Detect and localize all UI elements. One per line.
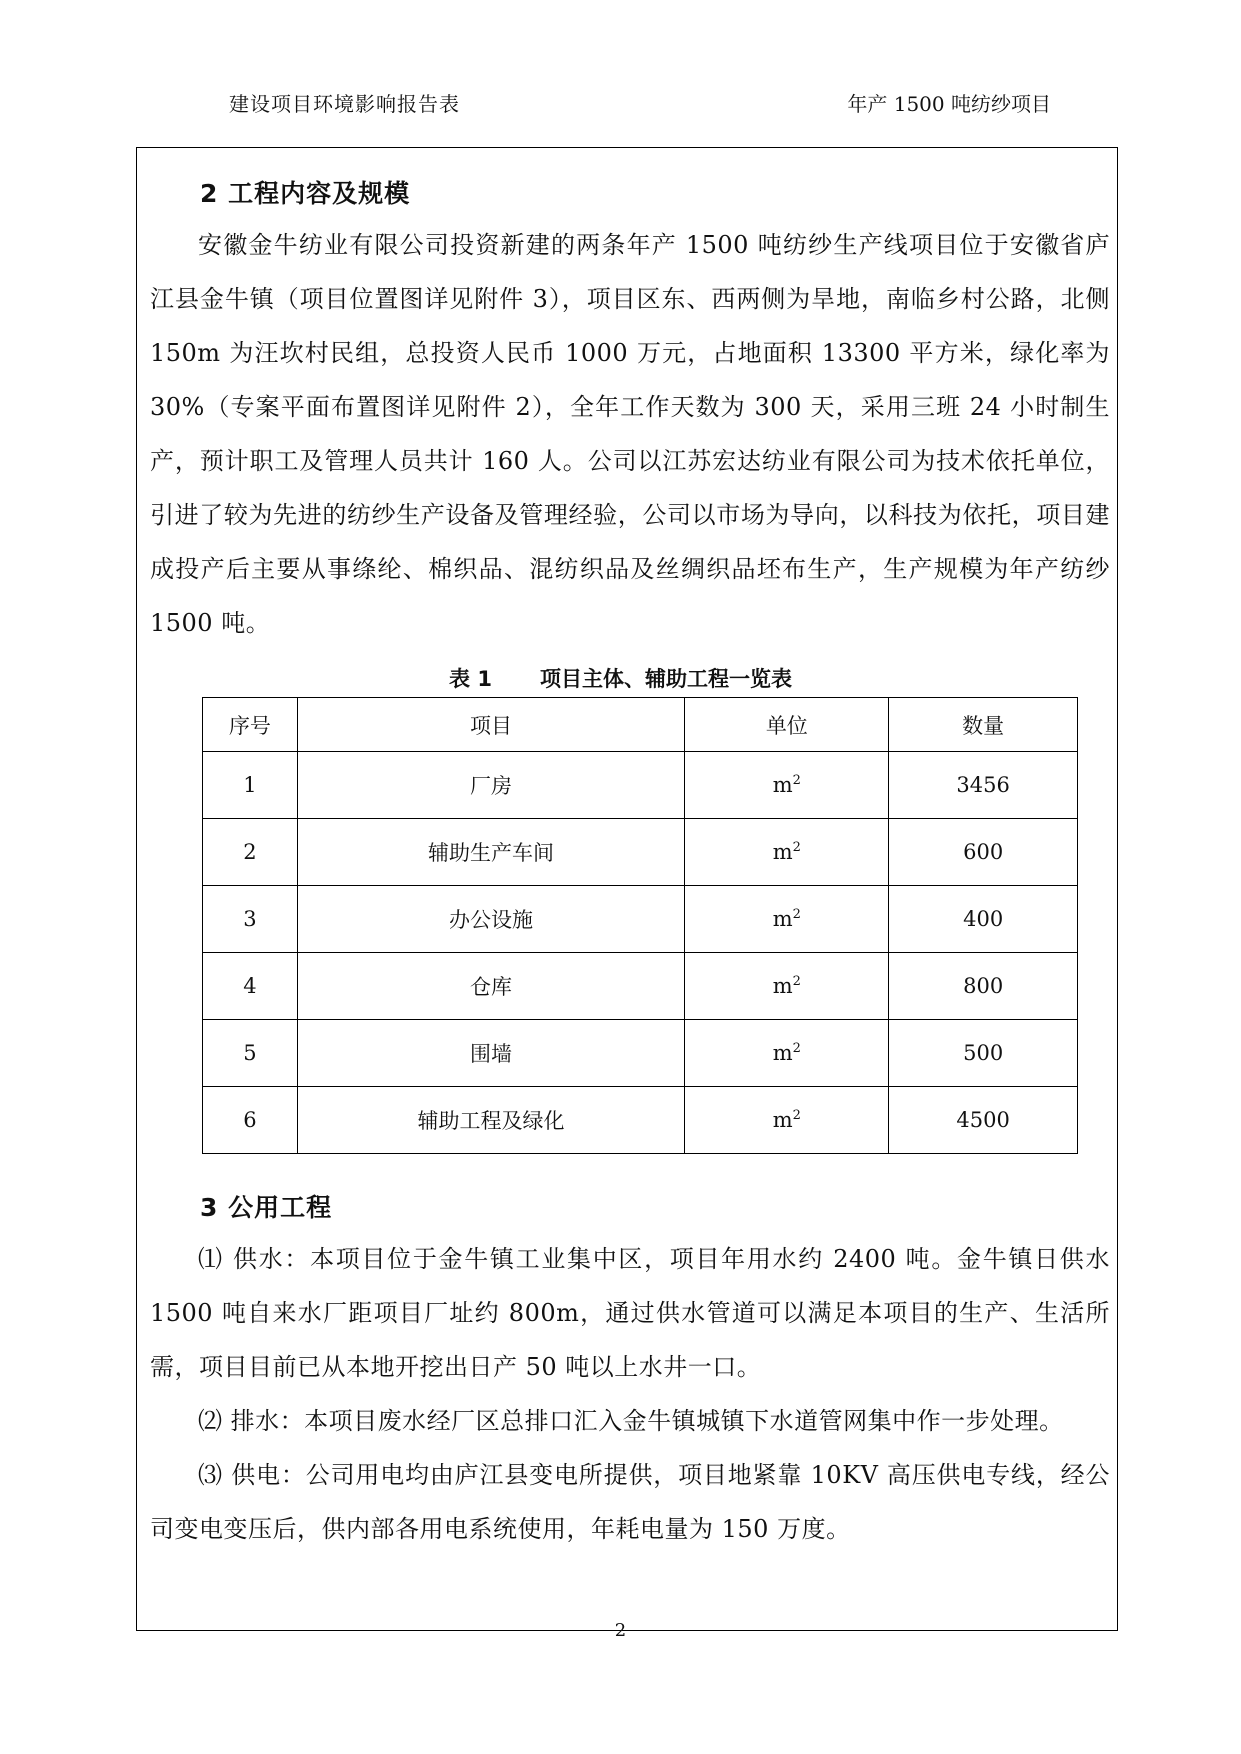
cell-seq: 3 bbox=[203, 886, 298, 953]
section-3-heading: 3 公用工程 bbox=[200, 1193, 333, 1222]
table-header-row bbox=[203, 698, 1078, 752]
section-2-heading: 2 工程内容及规模 bbox=[200, 179, 411, 208]
table-row bbox=[203, 819, 1078, 886]
cell-seq: 2 bbox=[203, 819, 298, 886]
header-qty: 数量 bbox=[889, 698, 1078, 752]
cell-item: 仓库 bbox=[297, 953, 685, 1020]
section-2-paragraph: 安徽金牛纺业有限公司投资新建的两条年产 1500 吨纺纱生产线项目位于安徽省庐江县金牛镇（项目位置图详见附件 3），项目区东、西两侧为旱地，南临乡村公路，北侧 150m 为汪坎村民组，总投资人民币 1000 万元，占地面积 13300 平方米，绿化率为 30%（专案平面布置图详见附件 2），全年工作天数为 300 天，采用三班 24 小时制生产，预计职工及管理人员共计 160 人。公司以江苏宏达纺业有限公司为技术依托单位，引进了较为先进的纺纱生产设备及管理经验，公司以市场为导向，以科技为依托，项目建成投产后主要从事绦纶、棉织品、混纺织品及丝绸织品坯布生产，生产规模为年产纺纱 1500 吨。 bbox=[150, 231, 1110, 637]
cell-item: 厂房 bbox=[297, 752, 685, 819]
cell-item: 围墙 bbox=[297, 1020, 685, 1087]
water-supply-paragraph: ⑴ 供水：本项目位于金牛镇工业集中区，项目年用水约 2400 吨。金牛镇日供水 1500 吨自来水厂距项目厂址约 800m，通过供水管道可以满足本项目的生产、生活所需，项目目前已从本地开挖出日产 50 吨以上水井一口。 bbox=[150, 1245, 1110, 1381]
cell-qty: 500 bbox=[889, 1020, 1078, 1087]
cell-qty: 600 bbox=[889, 819, 1078, 886]
header-report-title: 建设项目环境影响报告表 bbox=[229, 92, 460, 116]
cell-unit: $m^2$ bbox=[685, 886, 889, 953]
table-caption-title: 项目主体、辅助工程一览表 bbox=[539, 667, 792, 691]
header-project-title: 年产 1500 吨纺纱项目 bbox=[847, 92, 1051, 116]
header-seq: 序号 bbox=[203, 698, 298, 752]
cell-item: 辅助工程及绿化 bbox=[297, 1087, 685, 1154]
table-row bbox=[203, 886, 1078, 953]
table-caption bbox=[0, 663, 1241, 693]
cell-qty: 400 bbox=[889, 886, 1078, 953]
page-number: 2 bbox=[614, 1620, 627, 1641]
drainage-paragraph: ⑵ 排水：本项目废水经厂区总排口汇入金牛镇城镇下水道管网集中作一步处理。 bbox=[198, 1407, 1064, 1435]
cell-unit: $m^2$ bbox=[685, 819, 889, 886]
cell-seq: 1 bbox=[203, 752, 298, 819]
cell-item: 辅助生产车间 bbox=[297, 819, 685, 886]
cell-unit: $m^2$ bbox=[685, 953, 889, 1020]
table-row bbox=[203, 752, 1078, 819]
table-row bbox=[203, 1087, 1078, 1154]
cell-unit: $m^2$ bbox=[685, 1087, 889, 1154]
table-caption-number: 表 1 bbox=[449, 667, 492, 691]
cell-seq: 5 bbox=[203, 1020, 298, 1087]
cell-qty: 3456 bbox=[889, 752, 1078, 819]
cell-item: 办公设施 bbox=[297, 886, 685, 953]
cell-seq: 4 bbox=[203, 953, 298, 1020]
table-row bbox=[203, 953, 1078, 1020]
project-table bbox=[202, 697, 1078, 1154]
cell-unit: $m^2$ bbox=[685, 1020, 889, 1087]
table-row bbox=[203, 1020, 1078, 1087]
cell-seq: 6 bbox=[203, 1087, 298, 1154]
power-supply-paragraph: ⑶ 供电：公司用电均由庐江县变电所提供，项目地紧靠 10KV 高压供电专线，经公司变电变压后，供内部各用电系统使用，年耗电量为 150 万度。 bbox=[150, 1461, 1110, 1543]
cell-qty: 800 bbox=[889, 953, 1078, 1020]
header-item: 项目 bbox=[297, 698, 685, 752]
cell-qty: 4500 bbox=[889, 1087, 1078, 1154]
header-unit: 单位 bbox=[685, 698, 889, 752]
cell-unit: $m^2$ bbox=[685, 752, 889, 819]
